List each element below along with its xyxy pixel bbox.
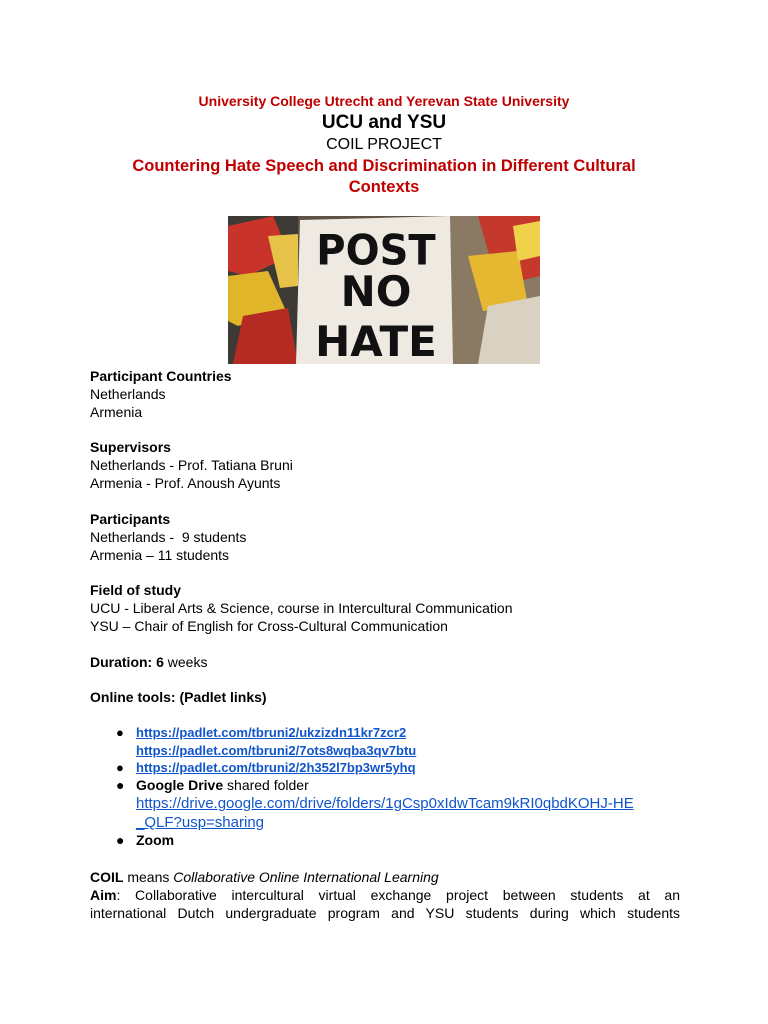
zoom-label: Zoom: [136, 832, 175, 848]
participants-heading: Participants: [90, 511, 171, 527]
coil-label: COIL: [90, 869, 124, 885]
project-topic: Countering Hate Speech and Discrimination in Different Cultural Contexts: [132, 157, 636, 196]
project-label: COIL PROJECT: [326, 136, 442, 153]
bullet-icon: ●: [116, 832, 125, 848]
aim-paragraph: [90, 886, 680, 922]
padlet-link-1[interactable]: https://padlet.com/tbruni2/ukzizdn11kr7zcr2: [136, 725, 407, 740]
list-item: [90, 777, 690, 833]
duration-label: Duration: 6: [90, 654, 164, 670]
drive-url-line-2: _QLF?usp=sharing: [136, 814, 264, 831]
aim-line-2: international Dutch undergraduate program and YSU students during which students: [90, 905, 680, 921]
supervisor-item: Netherlands - Prof. Tatiana Bruni: [90, 457, 293, 473]
supervisor-item: Armenia - Prof. Anoush Ayunts: [90, 475, 281, 491]
supervisors-section: [90, 438, 680, 492]
aim-label: Aim: [90, 887, 117, 903]
short-title: UCU and YSU: [321, 112, 447, 133]
aim-line-1: [90, 886, 680, 904]
padlet-link-3[interactable]: https://padlet.com/tbruni2/2h352l7bp3wr5yhq: [136, 760, 416, 775]
bullet-icon: ●: [116, 725, 124, 740]
drive-url-line-1: https://drive.google.com/drive/folders/1gCsp0xIdwTcam9kRI0qbdKOHJ-HE: [136, 795, 634, 812]
supervisors-heading: Supervisors: [90, 439, 171, 455]
participant-item: Netherlands - 9 students: [90, 529, 247, 545]
padlet-link-2[interactable]: https://padlet.com/tbruni2/7ots8wqba3qv7btu: [136, 742, 417, 758]
online-tools-list: [90, 724, 690, 850]
institutions-line: University College Utrecht and Yerevan State University: [198, 93, 570, 109]
field-item: UCU - Liberal Arts & Science, course in Intercultural Communication: [90, 600, 513, 616]
participant-item: Armenia – 11 students: [90, 547, 230, 563]
list-item: [90, 724, 690, 759]
bullet-icon: ●: [116, 760, 124, 775]
duration-line: [90, 653, 680, 671]
duration-value: weeks: [163, 654, 208, 670]
coil-definition: [90, 868, 680, 886]
participants-section: [90, 510, 680, 564]
coil-expansion: Collaborative Online International Learning: [173, 869, 439, 885]
coil-means: means: [123, 869, 174, 885]
list-item: [90, 832, 690, 850]
participant-countries-heading: Participant Countries: [90, 368, 232, 384]
post-no-hate-photo: [228, 216, 540, 364]
field-of-study-heading: Field of study: [90, 582, 181, 598]
google-drive-link[interactable]: [136, 795, 634, 831]
poster-illustration: [228, 216, 540, 364]
participant-countries-section: [90, 367, 680, 421]
google-drive-label: Google Drive: [136, 776, 224, 793]
sign-text-hate: HATE: [315, 317, 437, 364]
sign-text-post: POST: [316, 225, 436, 275]
aim-text-1: : Collaborative intercultural virtual exchange project between students at an: [116, 887, 680, 903]
bullet-icon: ●: [116, 776, 125, 793]
country-item: Netherlands: [90, 386, 166, 402]
list-item: [90, 759, 690, 777]
sign-text-no: NO: [340, 267, 412, 316]
online-tools-heading: Online tools: (Padlet links): [90, 689, 267, 705]
field-of-study-section: [90, 581, 680, 635]
field-item: YSU – Chair of English for Cross-Cultural Communication: [90, 618, 448, 634]
country-item: Armenia: [90, 404, 143, 420]
google-drive-text: shared folder: [223, 776, 309, 793]
